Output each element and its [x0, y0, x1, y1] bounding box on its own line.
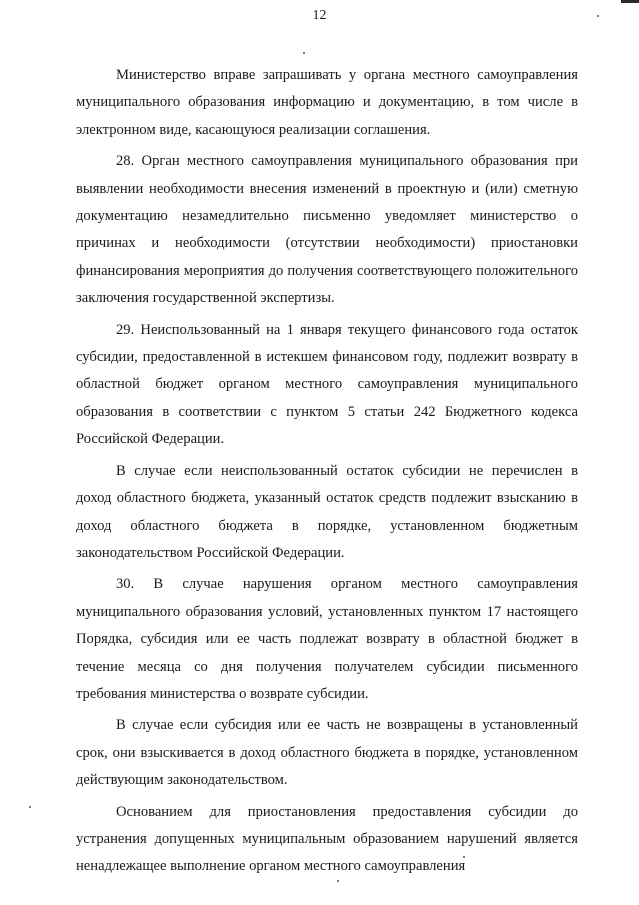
paragraph-item-28: 28. Орган местного самоуправления муниципального образования при выявлении необходимости внесения изменений в проектную и (или) сметную документацию незамедлительно письменно уведомляет министерство о причинах и необходимости (отсутствии необходимости) приостановки финансирования мероприятия до получения соответствующего положительного заключения государственной экспертизы. [76, 153, 578, 307]
scan-edge-mark [621, 0, 639, 3]
page-number: 12 [312, 8, 327, 23]
paragraph-suspension-grounds: Основанием для приостановления предоставления субсидии до устранения допущенных муниципальным образованием нарушений является ненадлежащее выполнение органом местного самоуправления [76, 803, 578, 875]
paragraph-unused-balance: В случае если неиспользованный остаток субсидии не перечислен в доход областного бюджета, указанный остаток средств подлежит взысканию в доход областного бюджета в порядке, установленном бюджетным законодательством Российской Федерации. [76, 462, 578, 561]
scan-speck [303, 52, 305, 54]
scan-speck [463, 856, 465, 858]
paragraph-recovery: В случае если субсидия или ее часть не возвращены в установленный срок, они взыскивается в доход областного бюджета в порядке, установленном действующим законодательством. [76, 717, 578, 789]
paragraph-item-30: 30. В случае нарушения органом местного самоуправления муниципального образования условий, установленных пунктом 17 настоящего Порядка, субсидия или ее часть подлежат возврату в областной бюджет в течение месяца со дня получения получателем субсидии письменного требования министерства о возврате субсидии. [76, 576, 578, 702]
scan-speck [337, 880, 339, 882]
scan-speck [29, 806, 31, 808]
paragraph-ministry-request: Министерство вправе запрашивать у органа местного самоуправления муниципального образования информацию и документацию, в том числе в электронном виде, касающуюся реализации соглашения. [76, 67, 578, 138]
document-body [76, 62, 578, 881]
scan-speck [597, 15, 599, 17]
paragraph-item-29: 29. Неиспользованный на 1 января текущего финансового года остаток субсидии, предоставленной в истекшем финансовом году, подлежит возврату в областной бюджет органом местного самоуправления муниципального образования в соответствии с пунктом 5 статьи 242 Бюджетного кодекса Российской Федерации. [76, 321, 578, 448]
